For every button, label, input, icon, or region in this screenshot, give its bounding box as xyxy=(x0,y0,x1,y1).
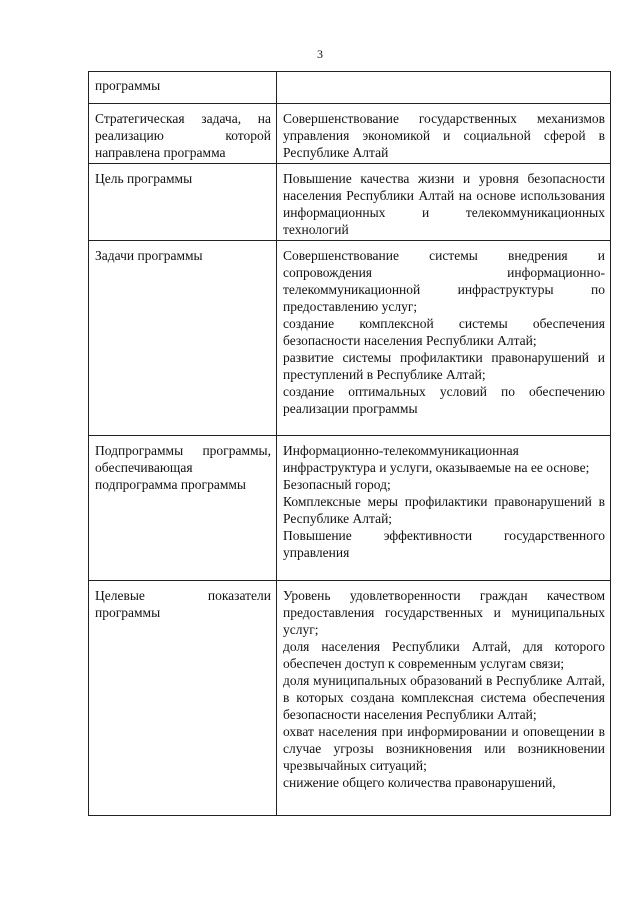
content-line: создание оптимальных условий по обеспечению реализации программы xyxy=(283,384,605,416)
content-line: развитие системы профилактики правонарушений и преступлений в Республике Алтай; xyxy=(283,350,605,382)
table-row-program-tasks xyxy=(89,241,611,436)
row-content xyxy=(277,104,611,164)
row-content xyxy=(277,164,611,241)
content-line: снижение общего количества правонарушений, xyxy=(283,775,556,790)
content-line: Совершенствование государственных механизмов управления экономикой и социальной сферой в Республике Алтай xyxy=(283,111,605,160)
row-content xyxy=(277,72,611,104)
content-line: Повышение эффективности государственного управления xyxy=(283,528,605,560)
row-label: Цель программы xyxy=(89,164,277,241)
table-row-program-goal xyxy=(89,164,611,241)
content-line: охват населения при информировании и оповещении в случае угрозы возникновения или возникновении чрезвычайных ситуаций; xyxy=(283,724,605,773)
row-label: Задачи программы xyxy=(89,241,277,436)
content-line: создание комплексной системы обеспечения безопасности населения Республики Алтай; xyxy=(283,316,605,348)
content-line: доля населения Республики Алтай, для которого обеспечен доступ к современным услугам связи; xyxy=(283,639,605,671)
content-line: Уровень удовлетворенности граждан качеством предоставления государственных и муниципальных услуг; xyxy=(283,588,605,637)
program-passport-table xyxy=(88,71,611,816)
content-line: Информационно-телекоммуникационная инфраструктура и услуги, оказываемые на ее основе; xyxy=(283,443,590,475)
row-label: Целевые показатели программы xyxy=(89,581,277,816)
content-line: Комплексные меры профилактики правонарушений в Республике Алтай; xyxy=(283,494,605,526)
table-row-subprograms xyxy=(89,436,611,581)
content-line: доля муниципальных образований в Республике Алтай, в которых создана комплексная система обеспечения безопасности населения Республики Алтай; xyxy=(283,673,605,722)
page-number: 3 xyxy=(317,47,323,61)
content-line: Совершенствование системы внедрения и сопровождения информационно-телекоммуникационной инфраструктуры по предоставлению услуг; xyxy=(283,248,605,314)
row-content xyxy=(277,241,611,436)
content-line: Повышение качества жизни и уровня безопасности населения Республики Алтай на основе использования информационных и телекоммуникационных технологий xyxy=(283,171,605,237)
row-label: программы xyxy=(89,72,277,104)
table-row-target-indicators xyxy=(89,581,611,816)
table-row-strategic-task xyxy=(89,104,611,164)
row-label: Стратегическая задача, на реализацию которой направлена программа xyxy=(89,104,277,164)
row-label: Подпрограммы программы, обеспечивающая подпрограмма программы xyxy=(89,436,277,581)
row-content xyxy=(277,581,611,816)
content-line: Безопасный город; xyxy=(283,477,391,492)
table-row-continuation xyxy=(89,72,611,104)
row-content xyxy=(277,436,611,581)
